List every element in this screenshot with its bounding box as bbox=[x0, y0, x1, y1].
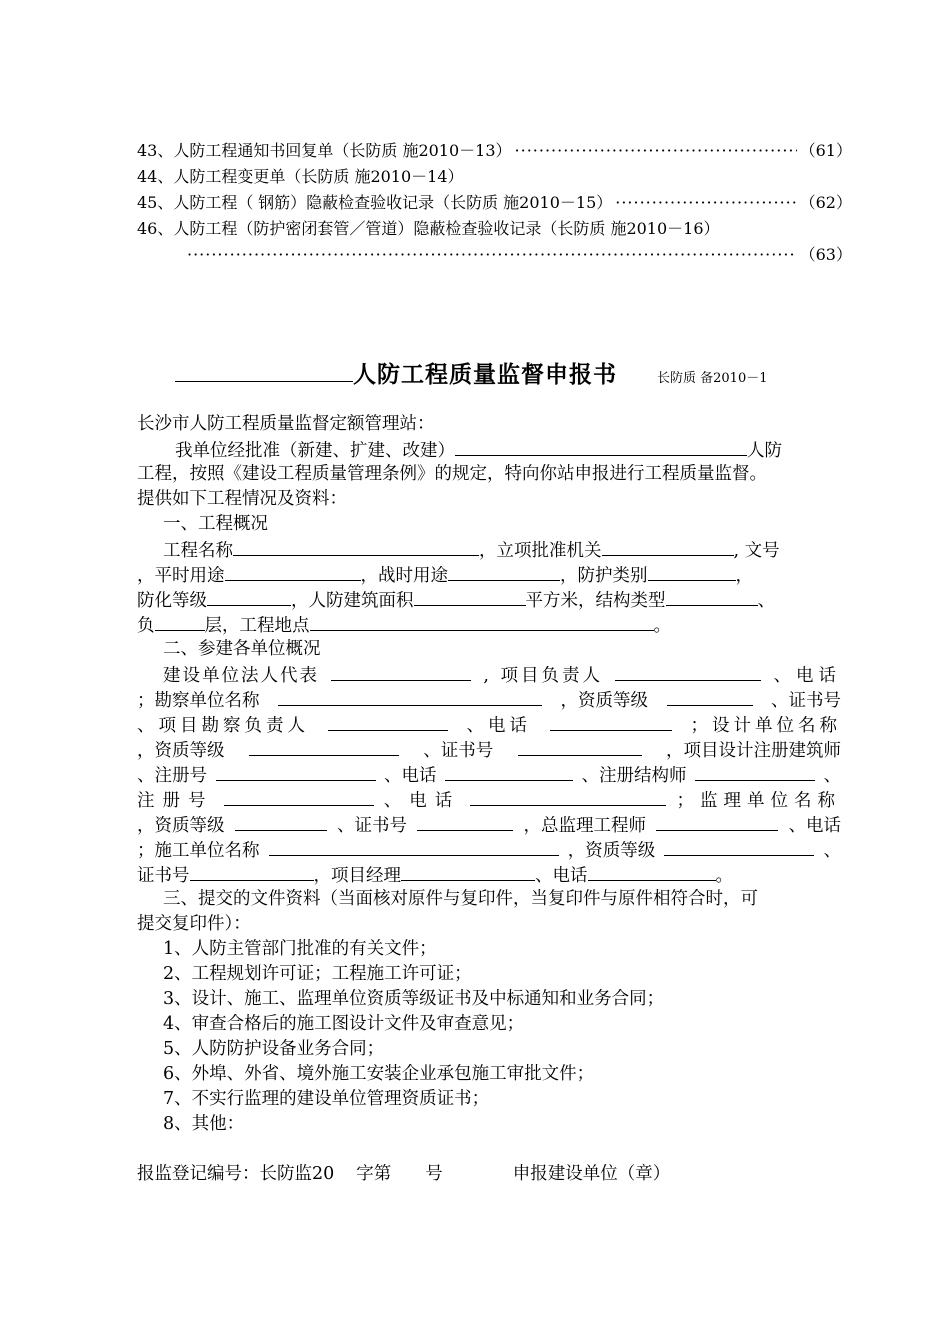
blank-field[interactable] bbox=[310, 612, 654, 631]
toc-item bbox=[137, 216, 852, 242]
form-line: ；施工单位名称 ，资质等级 、 bbox=[137, 837, 841, 862]
form-line: 建设单位法人代表 , 项目负责人 、电话 bbox=[137, 662, 841, 687]
blank-field[interactable] bbox=[602, 537, 734, 556]
title-blank-line bbox=[175, 359, 353, 382]
applicant-unit-seal-label: 申报建设单位（章） bbox=[512, 1164, 671, 1184]
blank-field[interactable] bbox=[695, 762, 815, 781]
form-line: ，资质等级 、证书号 ，总监理工程师 、电话 bbox=[137, 812, 841, 837]
page-title: 人防工程质量监督申报书 bbox=[353, 362, 617, 388]
list-item: 6、外埠、外省、境外施工安装企业承包施工审批文件； bbox=[163, 1064, 595, 1084]
toc-item bbox=[137, 242, 852, 268]
form-title bbox=[175, 356, 768, 389]
list-item: 2、工程规划许可证；工程施工许可证； bbox=[163, 964, 472, 984]
form-line: 工程名称 ，立项批准机关 , 文号 bbox=[137, 537, 841, 562]
blank-field[interactable] bbox=[470, 787, 666, 806]
toc-item-text: 45、人防工程（ bbox=[137, 193, 254, 212]
section-heading: 提交复印件）： bbox=[137, 914, 251, 934]
section-heading: 二、参建各单位概况 bbox=[163, 639, 321, 659]
blank-field[interactable] bbox=[648, 562, 736, 581]
toc-leader bbox=[187, 242, 797, 268]
addressee: 长沙市人防工程质量监督定额管理站： bbox=[137, 414, 435, 434]
form-line: ，平时用途 ，战时用途 ，防护类别 ， bbox=[137, 562, 841, 587]
toc-item bbox=[137, 190, 852, 216]
blank-field[interactable] bbox=[550, 712, 672, 731]
blank-field[interactable] bbox=[331, 662, 471, 681]
blank-field[interactable] bbox=[445, 762, 573, 781]
form-line: 、项目勘察负责人 、电话 ；设计单位名称 bbox=[137, 712, 841, 737]
blank-field[interactable] bbox=[401, 862, 535, 881]
form-line: ，资质等级 、证书号 ，项目设计注册建筑师 bbox=[137, 737, 841, 762]
toc-item bbox=[137, 138, 852, 164]
toc bbox=[137, 138, 852, 268]
registration-number-label: 报监登记编号：长防监20 bbox=[137, 1164, 335, 1184]
section-heading: 三、提交的文件资料（当面核对原件与复印件，当复印件与原件相符合时，可 bbox=[163, 889, 758, 909]
blank-field[interactable] bbox=[417, 812, 513, 831]
toc-item-text: 钢筋）隐蔽检查验收记录（长防质 施2010－15） bbox=[258, 193, 613, 212]
form-code: 长防质 备2010－1 bbox=[657, 371, 768, 386]
blank-field[interactable] bbox=[235, 812, 327, 831]
blank-field[interactable] bbox=[656, 812, 778, 831]
blank-field[interactable] bbox=[249, 737, 399, 756]
blank-field[interactable] bbox=[190, 862, 314, 881]
intro-line: 我单位经批准（新建、扩建、改建） 人防 bbox=[137, 437, 841, 462]
toc-item-text: 46、人防工程（防护密闭套管／管道）隐蔽检查验收记录（长防质 施2010－16） bbox=[137, 219, 720, 238]
blank-field[interactable] bbox=[518, 737, 642, 756]
list-item: 4、审查合格后的施工图设计文件及审查意见； bbox=[163, 1014, 525, 1034]
blank-field[interactable] bbox=[278, 687, 542, 706]
blank-field[interactable] bbox=[615, 662, 761, 681]
blank-field[interactable] bbox=[414, 587, 526, 606]
blank-field[interactable] bbox=[448, 562, 560, 581]
blank-field[interactable] bbox=[667, 687, 753, 706]
blank-field[interactable] bbox=[455, 437, 747, 456]
toc-leader bbox=[515, 138, 797, 164]
list-item: 7、不实行监理的建设单位管理资质证书； bbox=[163, 1089, 490, 1109]
blank-field[interactable] bbox=[233, 537, 479, 556]
form-line: 证书号 ，项目经理 、电话 。 bbox=[137, 862, 841, 887]
blank-field[interactable] bbox=[224, 787, 374, 806]
toc-page: （63） bbox=[799, 245, 852, 264]
toc-item-text: 43、人防工程通知书回复单（长防质 施2010－13） bbox=[137, 141, 512, 160]
form-line: 注册号 、电话 ；监理单位名称 bbox=[137, 787, 841, 812]
blank-field[interactable] bbox=[666, 587, 758, 606]
toc-item bbox=[137, 164, 852, 190]
form-line: 负 层，工程地点 。 bbox=[137, 612, 841, 637]
intro-line: 工程，按照《建设工程质量管理条例》的规定，特向你站申报进行工程质量监督。 bbox=[137, 464, 767, 484]
list-item: 3、设计、施工、监理单位资质等级证书及中标通知和业务合同； bbox=[163, 989, 665, 1009]
form-line: 防化等级 ，人防建筑面积 平方米，结构类型 、 bbox=[137, 587, 841, 612]
form-line: ；勘察单位名称 ，资质等级 、证书号 bbox=[137, 687, 841, 712]
blank-field[interactable] bbox=[155, 612, 205, 631]
blank-field[interactable] bbox=[269, 837, 559, 856]
footer-line: 报监登记编号：长防监20 字第 号 申报建设单位（章） bbox=[137, 1162, 841, 1187]
blank-field[interactable] bbox=[225, 562, 361, 581]
toc-page: （62） bbox=[799, 193, 852, 212]
blank-field[interactable] bbox=[664, 837, 814, 856]
blank-field[interactable] bbox=[216, 762, 376, 781]
form-line: 、注册号 、电话 、注册结构师 、 bbox=[137, 762, 841, 787]
toc-page: （61） bbox=[799, 141, 852, 160]
list-item: 8、其他： bbox=[163, 1114, 245, 1134]
form-body bbox=[137, 412, 841, 1187]
toc-leader bbox=[615, 190, 796, 216]
blank-field[interactable] bbox=[588, 862, 716, 881]
intro-line: 提供如下工程情况及资料： bbox=[137, 489, 347, 509]
toc-item-text: 44、人防工程变更单（长防质 施2010－14） bbox=[137, 167, 464, 186]
list-item: 1、人防主管部门批准的有关文件； bbox=[163, 939, 437, 959]
section-heading: 一、工程概况 bbox=[163, 514, 268, 534]
blank-field[interactable] bbox=[328, 712, 448, 731]
list-item: 5、人防防护设备业务合同； bbox=[163, 1039, 385, 1059]
blank-field[interactable] bbox=[207, 587, 291, 606]
